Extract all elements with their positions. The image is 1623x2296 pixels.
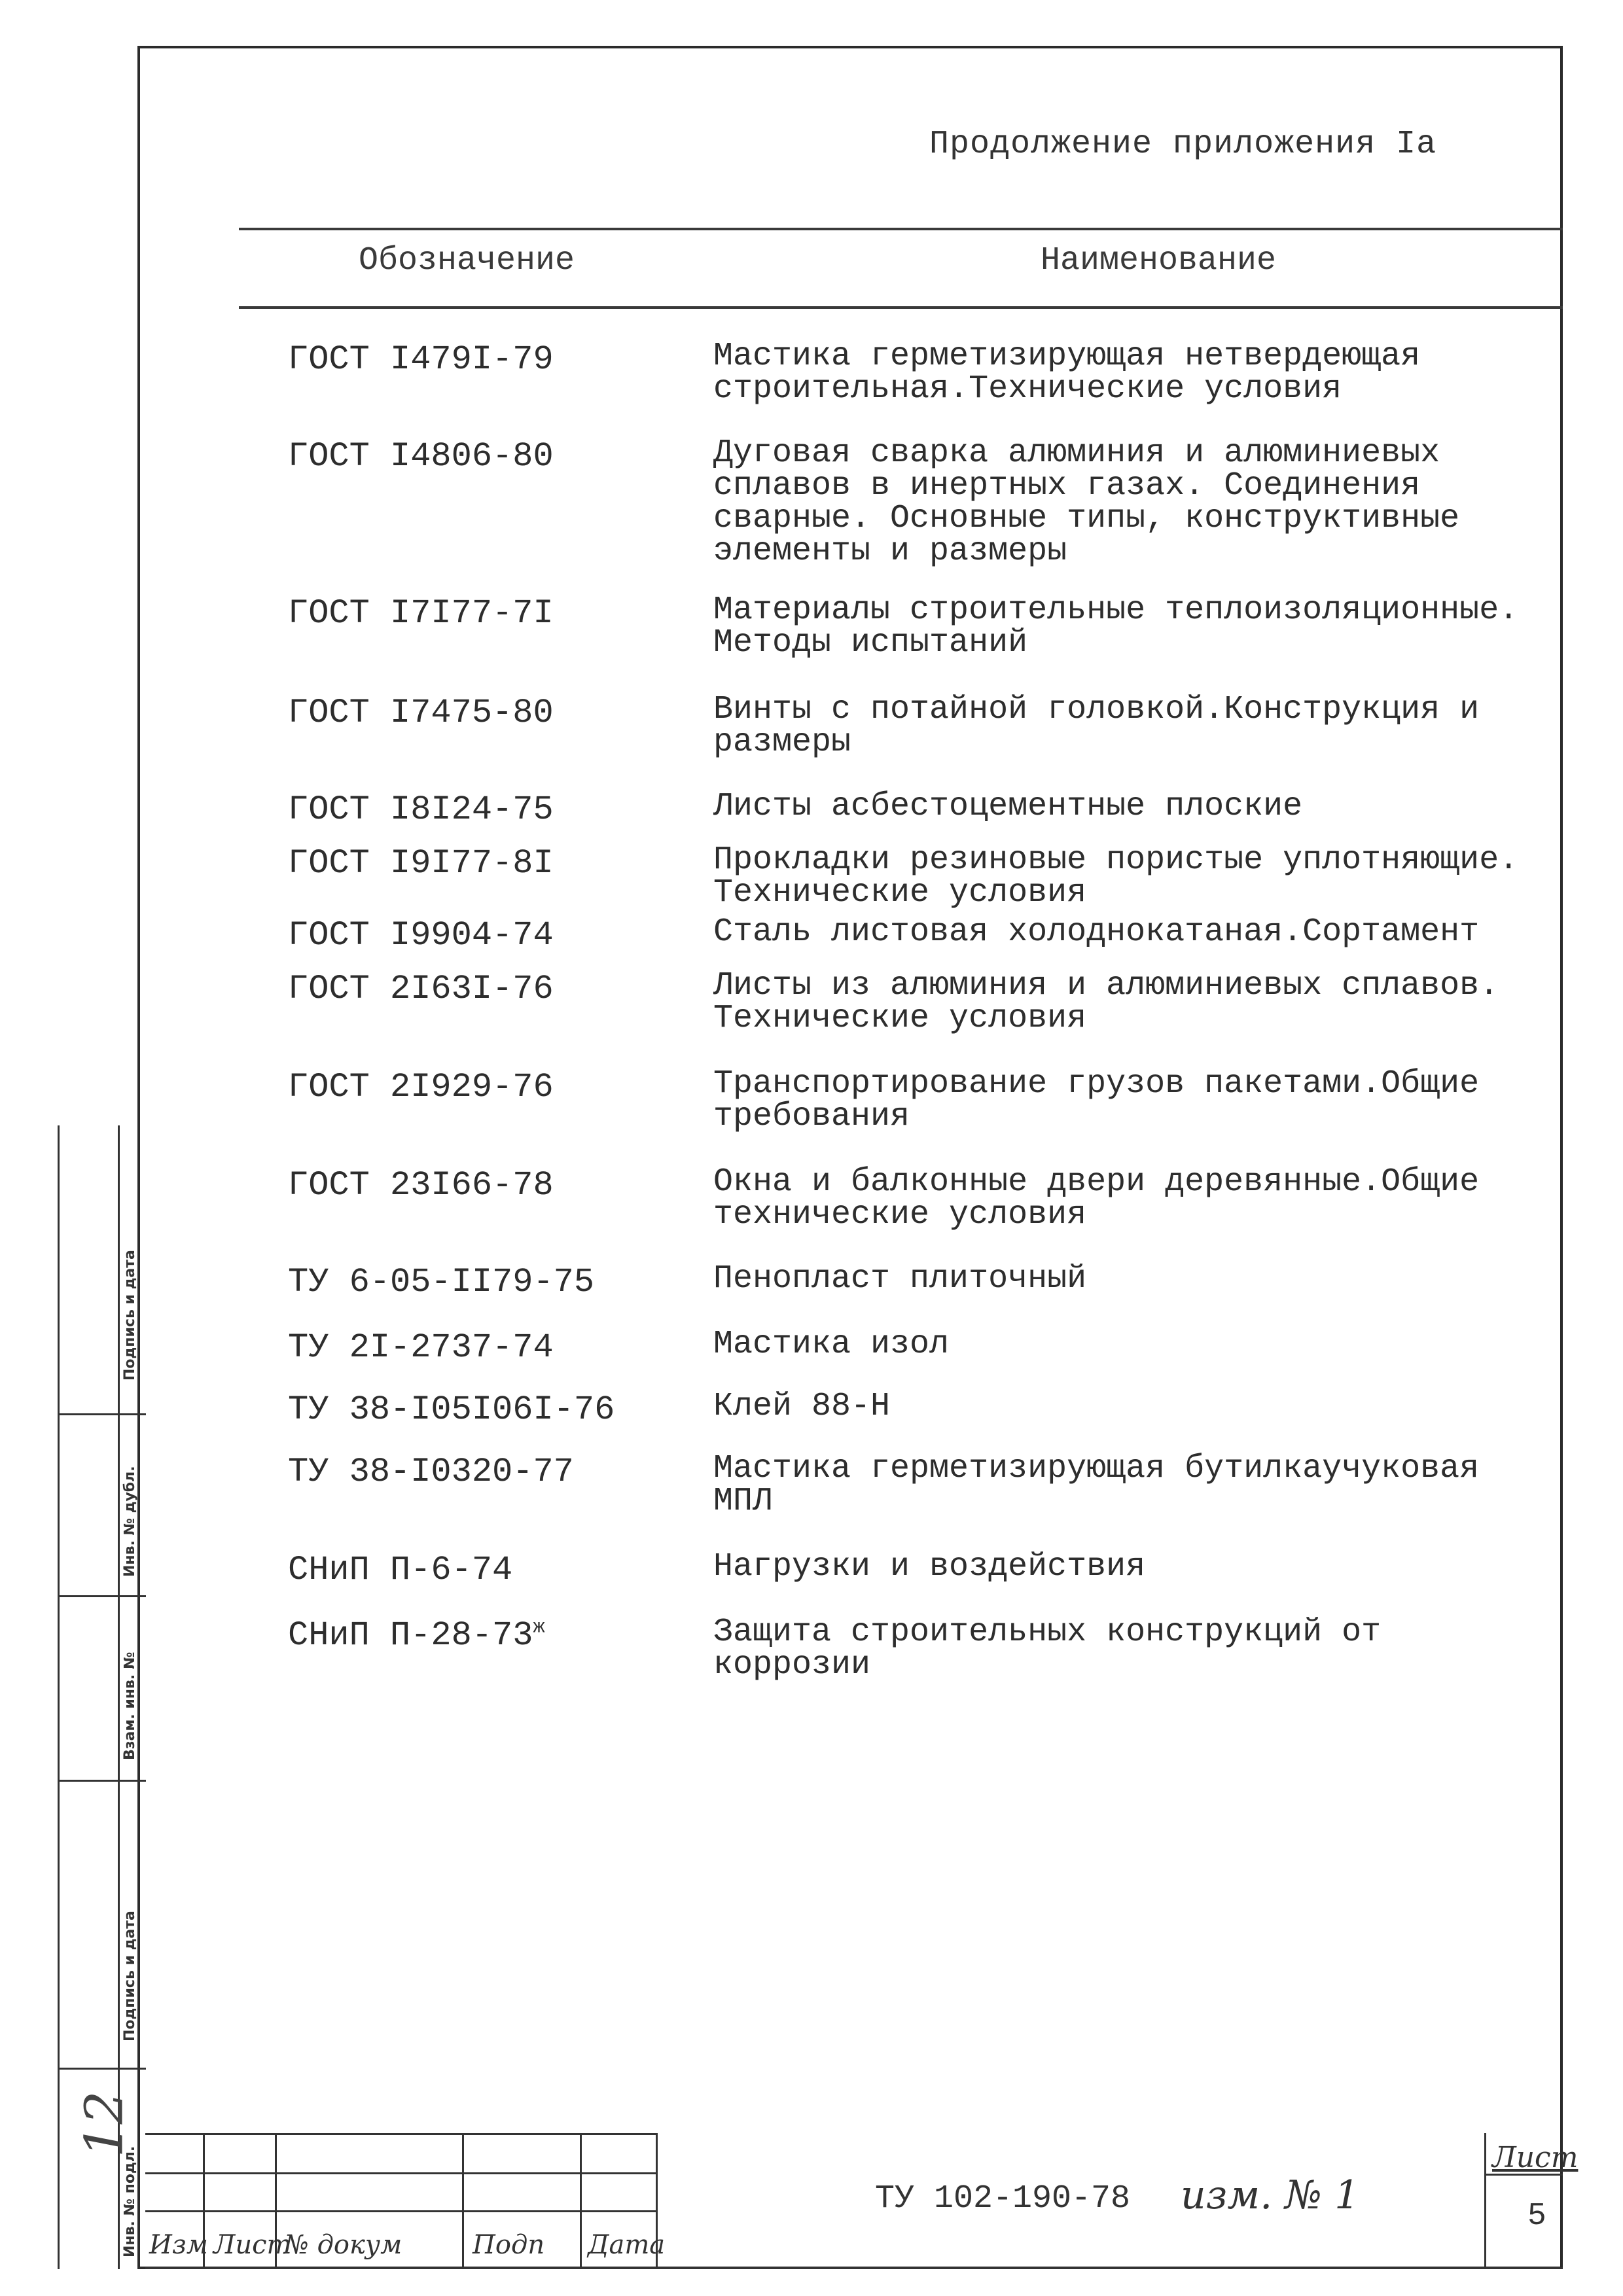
tb-line — [145, 2210, 656, 2212]
name-line: строительная.Технические условия — [713, 370, 1342, 408]
strip-label-signature-date-1: Подпись и дата — [122, 1250, 138, 1381]
designation-text: ГОСТ 2I63I-76 — [288, 970, 554, 1008]
title-block — [145, 2133, 1578, 2269]
name-cell — [713, 1548, 1558, 1585]
designation-text: СНиП П-6-74 — [288, 1551, 513, 1589]
designation-cell — [288, 694, 554, 732]
column-header-designation: Обозначение — [359, 242, 575, 279]
name-cell — [713, 1328, 1558, 1361]
name-line: Защита строительных конструкций от — [713, 1614, 1382, 1651]
name-line: требования — [713, 1098, 910, 1135]
designation-text: ГОСТ I7I77-7I — [288, 594, 554, 633]
designation-cell — [288, 1453, 574, 1491]
binding-margin-strip — [58, 1125, 146, 2269]
name-line: Листы асбестоцементные плоские — [713, 788, 1303, 825]
name-line: Окна и балконные двери деревянные.Общие — [713, 1163, 1480, 1201]
designation-cell — [288, 340, 554, 379]
tb-col-sheet: Лист — [213, 2230, 292, 2260]
name-line: коррозии — [713, 1646, 871, 1684]
name-line: элементы и размеры — [713, 533, 1067, 570]
name-cell — [713, 967, 1558, 1037]
name-cell — [713, 913, 1558, 951]
sheet-label: Лист — [1492, 2141, 1578, 2174]
name-line: Винты с потайной головкой.Конструкция и — [713, 691, 1480, 728]
designation-text: ТУ 6-05-II79-75 — [288, 1263, 595, 1301]
tb-col-date: Дата — [588, 2230, 666, 2260]
designation-text: ГОСТ 2I929-76 — [288, 1068, 554, 1106]
name-line: Прокладки резиновые пористые уплотняющие. — [713, 841, 1519, 879]
designation-cell — [288, 1263, 594, 1301]
name-line: Листы из алюминия и алюминиевых сплавов. — [713, 967, 1499, 1004]
strip-divider — [58, 1413, 146, 1415]
tb-line — [145, 2172, 656, 2174]
name-cell — [713, 1260, 1558, 1298]
name-line: Сталь листовая холоднокатаная.Сортамент — [713, 913, 1480, 951]
handwritten-inventory-number: 12 — [73, 2091, 135, 2158]
name-line: размеры — [713, 724, 851, 761]
name-cell — [713, 1163, 1558, 1233]
name-cell — [713, 1616, 1558, 1682]
designation-cell — [288, 1328, 554, 1367]
name-cell — [713, 841, 1558, 911]
strip-divider — [58, 2068, 146, 2070]
designation-text: ГОСТ I9I77-8I — [288, 844, 554, 883]
page-heading: Продолжение приложения Iа — [929, 126, 1437, 163]
name-line: МПЛ — [713, 1483, 773, 1520]
designation-cell — [288, 437, 554, 476]
designation-text: ТУ 38-I0320-77 — [288, 1453, 574, 1491]
designation-cell — [288, 916, 554, 955]
designation-text: ТУ 2I-2737-74 — [288, 1328, 554, 1367]
name-line: Пенопласт плиточный — [713, 1260, 1087, 1298]
designation-text: ГОСТ I479I-79 — [288, 340, 554, 379]
designation-text: ГОСТ I9904-74 — [288, 916, 554, 955]
name-line: сплавов в инертных газах. Соединения — [713, 467, 1421, 504]
designation-text: ТУ 38-I05I06I-76 — [288, 1390, 615, 1429]
tb-col-signature: Подп — [473, 2230, 545, 2260]
strip-line-outer — [58, 1125, 60, 2269]
designation-text: ГОСТ I7475-80 — [288, 694, 554, 732]
designation-cell — [288, 1551, 512, 1589]
designation-cell — [288, 844, 554, 883]
name-cell — [713, 1450, 1558, 1520]
designation-cell — [288, 1166, 554, 1205]
name-line: Дуговая сварка алюминия и алюминиевых — [713, 434, 1440, 472]
document-designation: ТУ 102-190-78 — [875, 2180, 1131, 2217]
name-line: Мастика изол — [713, 1326, 950, 1363]
tb-line — [145, 2267, 1563, 2269]
strip-divider — [58, 1780, 146, 1782]
name-line: сварные. Основные типы, конструктивные — [713, 500, 1460, 537]
column-header-name: Наименование — [1041, 242, 1277, 279]
name-line: Технические условия — [713, 1000, 1087, 1037]
tb-line — [580, 2133, 582, 2269]
strip-divider — [58, 1595, 146, 1597]
name-line: Клей 88-Н — [713, 1388, 891, 1425]
designation-cell — [288, 970, 554, 1008]
name-cell — [713, 1390, 1558, 1423]
strip-label-signature-date-2: Подпись и дата — [122, 1911, 138, 2041]
name-cell — [713, 434, 1558, 570]
designation-cell — [288, 594, 554, 633]
handwritten-change-note: изм. № 1 — [1181, 2172, 1360, 2218]
designation-cell — [288, 1390, 615, 1429]
name-line: Технические условия — [713, 874, 1087, 911]
designation-superscript: ж — [533, 1616, 545, 1639]
tb-line — [1484, 2133, 1486, 2269]
strip-label-replacement-inventory: Взам. инв. № — [122, 1651, 138, 1760]
name-cell — [713, 691, 1558, 761]
name-line: технические условия — [713, 1196, 1087, 1233]
name-line: Методы испытаний — [713, 624, 1028, 662]
tb-line — [462, 2133, 464, 2269]
name-cell — [713, 790, 1558, 823]
tb-col-change: Изм — [149, 2230, 208, 2260]
name-line: Мастика герметизирующая бутилкаучуковая — [713, 1450, 1480, 1487]
name-line: Мастика герметизирующая нетвердеющая — [713, 338, 1421, 375]
name-cell — [713, 594, 1558, 660]
designation-cell — [288, 790, 554, 829]
designation-text: СНиП П-28-73 — [288, 1616, 533, 1655]
name-line: Нагрузки и воздействия — [713, 1548, 1146, 1585]
name-cell — [713, 1065, 1558, 1135]
designation-text: ГОСТ I4806-80 — [288, 437, 554, 476]
tb-col-document-no: № докум — [284, 2230, 402, 2260]
designation-cell — [288, 1616, 544, 1655]
designation-cell — [288, 1068, 554, 1106]
strip-label-original-inventory: Инв. № подл. — [122, 2146, 138, 2257]
name-cell — [713, 340, 1558, 406]
strip-label-dupl-inventory: Инв. № дубл. — [122, 1466, 138, 1577]
designation-text: ГОСТ 23I66-78 — [288, 1166, 554, 1205]
name-line: Транспортирование грузов пакетами.Общие — [713, 1065, 1480, 1103]
designation-text: ГОСТ I8I24-75 — [288, 790, 554, 829]
sheet-number: 5 — [1527, 2199, 1546, 2234]
tb-line — [145, 2133, 656, 2135]
table-header-rule — [239, 306, 1563, 309]
name-line: Материалы строительные теплоизоляционные. — [713, 592, 1519, 629]
table-top-rule — [239, 228, 1563, 230]
